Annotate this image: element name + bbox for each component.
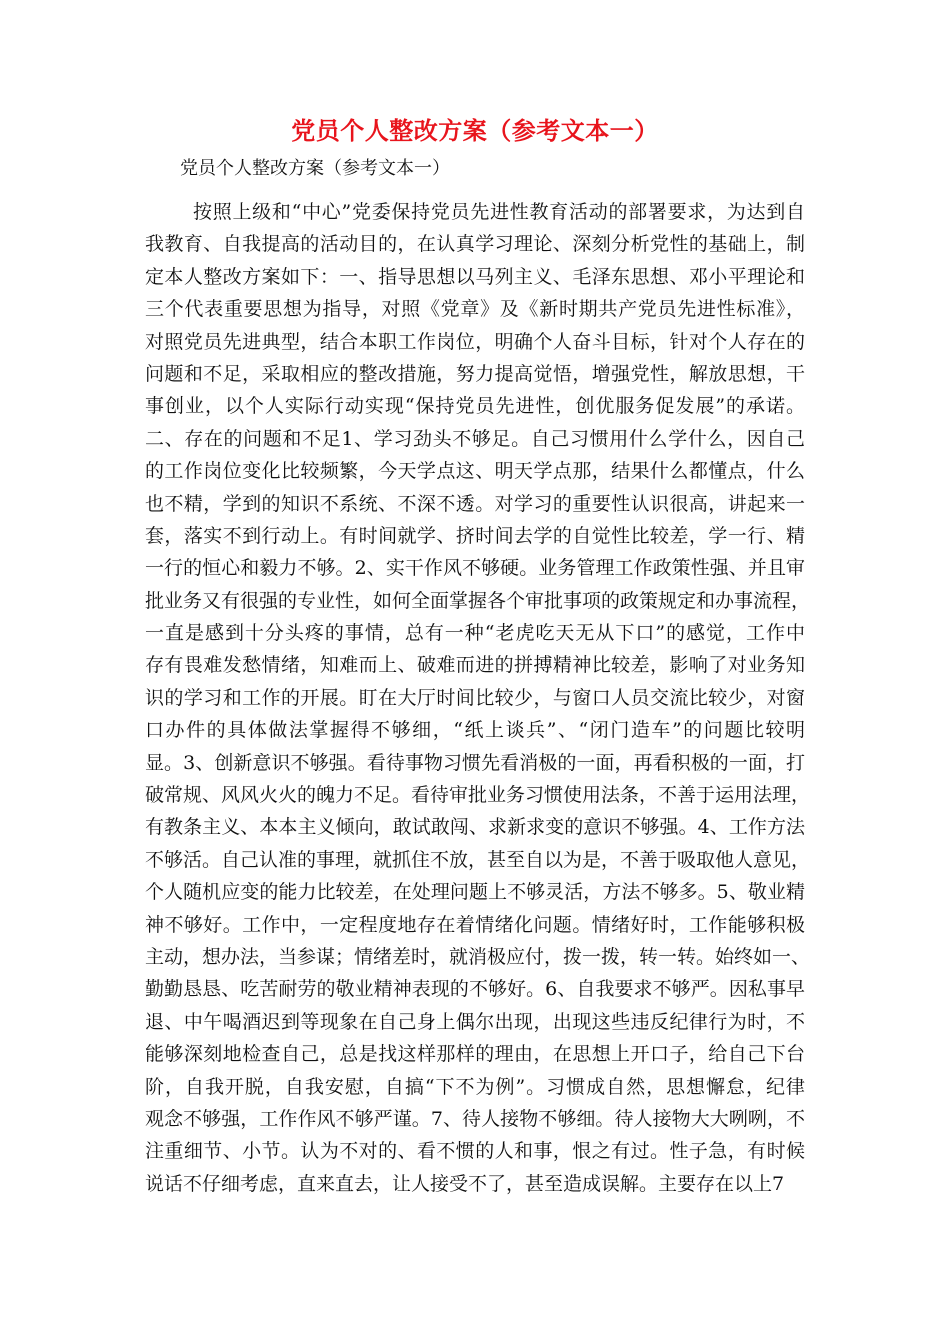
text-line: 注重细节、小节。认为不对的、看不惯的人和事，恨之有过。性子急，有时候 bbox=[145, 1140, 805, 1163]
text-line: 个人随机应变的能力比较差，在处理问题上不够灵活，方法不够多。5、敬业精 bbox=[145, 881, 805, 904]
text-line: 不够活。自己认准的事理，就抓住不放，甚至自以为是，不善于吸取他人意见， bbox=[145, 848, 811, 871]
text-line: 三个代表重要思想为指导，对照《党章》及《新时期共产党员先进性标准》， bbox=[145, 298, 805, 321]
text-line: 问题和不足，采取相应的整改措施，努力提高觉悟，增强党性，解放思想，干 bbox=[145, 362, 805, 385]
text-line: 我教育、自我提高的活动目的，在认真学习理论、深刻分析党性的基础上，制 bbox=[145, 233, 805, 256]
text-line: 神不够好。工作中，一定程度地存在着情绪化问题。情绪好时，工作能够积极 bbox=[145, 913, 805, 936]
document-title: 党员个人整改方案（参考文本一） bbox=[291, 117, 659, 145]
text-line: 也不精，学到的知识不系统、不深不透。对学习的重要性认识很高，讲起来一 bbox=[145, 492, 805, 515]
text-line: 显。3、创新意识不够强。看待事物习惯先看消极的一面，再看积极的一面，打 bbox=[145, 751, 805, 774]
text-line: 识的学习和工作的开展。盯在大厅时间比较少，与窗口人员交流比较少，对窗 bbox=[145, 686, 805, 709]
text-line: 阶，自我开脱，自我安慰，自搞“下不为例”。习惯成自然，思想懈怠，纪律 bbox=[145, 1075, 805, 1098]
document-subtitle: 党员个人整改方案（参考文本一） bbox=[180, 158, 450, 179]
text-line: 套，落实不到行动上。有时间就学、挤时间去学的自觉性比较差，学一行、精 bbox=[145, 524, 805, 547]
text-line: 存有畏难发愁情绪，知难而上、破难而进的拼搏精神比较差，影响了对业务知 bbox=[145, 654, 805, 677]
text-line: 退、中午喝酒迟到等现象在自己身上偶尔出现，出现这些违反纪律行为时，不 bbox=[145, 1010, 805, 1033]
text-line: 二、存在的问题和不足1、学习劲头不够足。自己习惯用什么学什么，因自己 bbox=[145, 427, 805, 450]
text-line: 能够深刻地检查自己，总是找这样那样的理由，在思想上开口子，给自己下台 bbox=[145, 1043, 805, 1066]
text-line: 破常规、风风火火的魄力不足。看待审批业务习惯使用法条，不善于运用法理， bbox=[145, 784, 811, 807]
text-line: 主动，想办法，当参谋；情绪差时，就消极应付，拨一拨，转一转。始终如一、 bbox=[145, 945, 811, 968]
text-line: 勤勤恳恳、吃苦耐劳的敬业精神表现的不够好。6、自我要求不够严。因私事早 bbox=[145, 978, 805, 1001]
text-line: 按照上级和“中心”党委保持党员先进性教育活动的部署要求，为达到自 bbox=[193, 201, 805, 223]
text-line: 对照党员先进典型，结合本职工作岗位，明确个人奋斗目标，针对个人存在的 bbox=[145, 330, 805, 353]
text-line: 一直是感到十分头疼的事情，总有一种“老虎吃天无从下口”的感觉，工作中 bbox=[145, 622, 805, 645]
text-line: 事创业，以个人实际行动实现“保持党员先进性，创优服务促发展”的承诺。 bbox=[145, 395, 805, 418]
text-line: 的工作岗位变化比较频繁，今天学点这、明天学点那，结果什么都懂点，什么 bbox=[145, 460, 805, 483]
body-paragraph bbox=[145, 196, 811, 1200]
text-line: 定本人整改方案如下：一、指导思想以马列主义、毛泽东思想、邓小平理论和 bbox=[145, 265, 805, 288]
text-line: 口办件的具体做法掌握得不够细，“纸上谈兵”、“闭门造车”的问题比较明 bbox=[145, 719, 805, 742]
text-line: 有教条主义、本本主义倾向，敢试敢闯、求新求变的意识不够强。4、工作方法 bbox=[145, 816, 805, 839]
text-line: 说话不仔细考虑，直来直去，让人接受不了，甚至造成误解。主要存在以上7 bbox=[145, 1172, 785, 1195]
text-line: 一行的恒心和毅力不够。2、实干作风不够硬。业务管理工作政策性强、并且审 bbox=[145, 557, 805, 580]
text-line: 观念不够强，工作作风不够严谨。7、待人接物不够细。待人接物大大咧咧，不 bbox=[145, 1107, 805, 1130]
text-line: 批业务又有很强的专业性，如何全面掌握各个审批事项的政策规定和办事流程， bbox=[145, 589, 811, 612]
